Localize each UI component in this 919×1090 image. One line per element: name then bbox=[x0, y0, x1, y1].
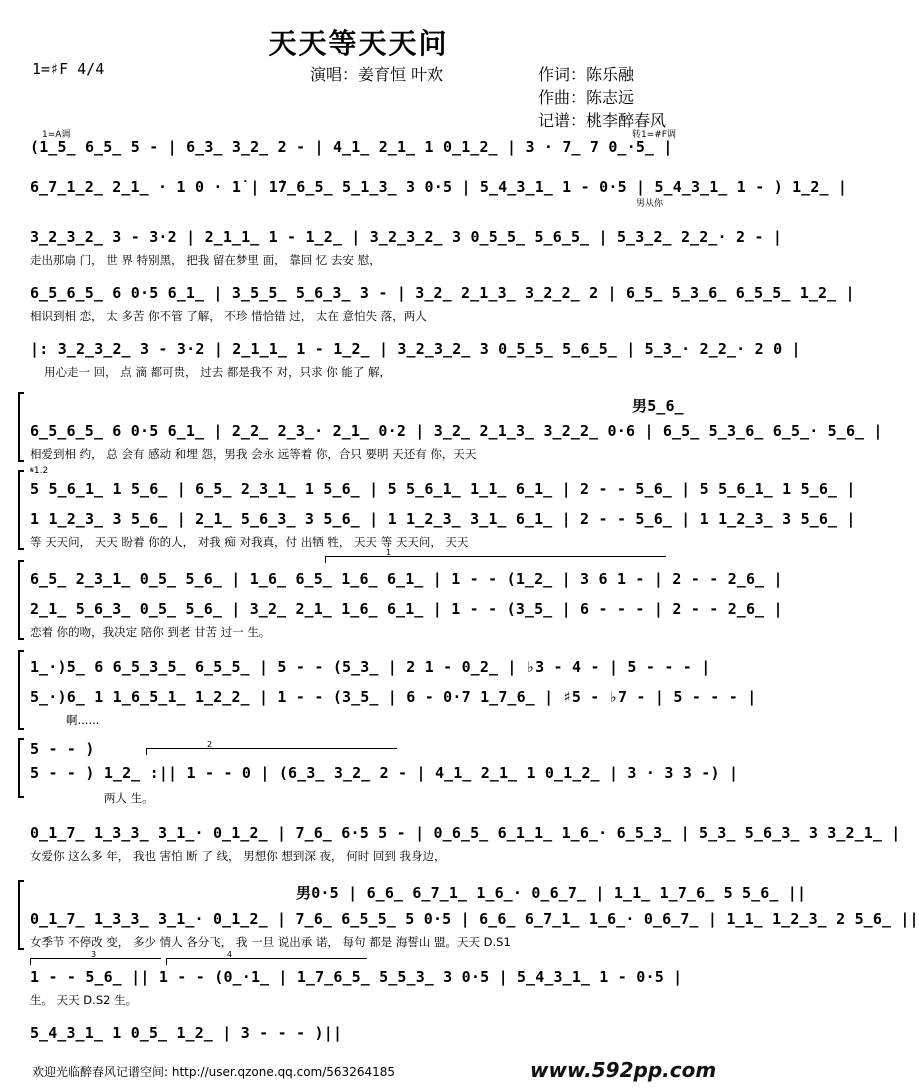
footer-credit: 欢迎光临醉春风记谱空间: http://user.qzone.qq.com/563264185 bbox=[32, 1065, 396, 1079]
score-row-18: 1 - - 5̲6̲ || 1 - - (0̲·1̲ | 1̲7̲6̲5̲ 5̲5̲3̲ 3 0·5 | 5̲4̲3̲1̲ 1 - 0·5 | bbox=[30, 968, 683, 986]
lyrics-row-6: 相爱到相 约， 总 会有 感动 和埋 怨，男我 会永 远等着 你，合只 要明 天还有 你，天天 bbox=[30, 447, 477, 461]
lyrics-row-5: 用心走一 回， 点 滴 都可贵， 过去 都是我不 对，只求 你 能了 解， bbox=[44, 365, 392, 379]
volta-bracket-3: 3 bbox=[30, 958, 161, 965]
volta-bracket-4: 4 bbox=[166, 958, 367, 965]
score-row-13: 5 - - ) bbox=[30, 740, 95, 758]
lyrics-row-17: 女季节 不停改 变， 多少 情人 各分飞， 我 一旦 说出承 诺， 每句 都是 海誓山 盟。天天 D.S1 bbox=[30, 935, 511, 949]
lyrics-row-15: 女爱你 这么多 年， 我也 害怕 断 了 线， 男想你 想到深 夜， 何时 回到 我身边， bbox=[30, 849, 446, 863]
score-row-19: 5̲4̲3̲1̲ 1 0̲5̲ 1̲2̲ | 3 - - - )|| bbox=[30, 1024, 343, 1042]
segno-mark: 𝄋1.2 bbox=[30, 466, 49, 476]
score-row-16: 男0·5 | 6̲6̲ 6̲7̲1̲ 1̲6̲· 0̲6̲7̲ | 1̲1̲ 1̲7̲6̲ 5 5̲6̲ || bbox=[296, 884, 807, 902]
singer-credit: 演唱：姜育恒 叶欢 bbox=[310, 65, 444, 84]
score-row-12: 5̲·)6̲ 1 1̲6̲5̲1̲ 1̲2̲2̲ | 1 - - (3̲5̲ | 6 - 0·7 1̲7̲6̲ | ♯5 - ♭7 - | 5 - - - | bbox=[30, 688, 757, 706]
score-row-2: 6̲7̲1̲2̲ 2̲1̲ · 1 0 · 1̇ | 1̇7̲6̲5̲ 5̲1̲3̲ 3 0·5 | 5̲4̲3̲1̲ 1 - 0·5 | 5̲4̲3̲1̲ 1 - ) 1̲2̲ | bbox=[30, 178, 848, 196]
volta-bracket-2: 2 bbox=[146, 748, 397, 755]
system-bracket-5 bbox=[18, 738, 20, 798]
score-row-11: 1̲·)5̲ 6 6̲5̲3̲5̲ 6̲5̲5̲ | 5 - - (5̲3̲ | 2 1 - 0̲2̲ | ♭3 - 4 - | 5 - - - | bbox=[30, 658, 711, 676]
system-bracket-2 bbox=[18, 470, 20, 550]
composer-credit: 作曲：陈志远 bbox=[538, 88, 635, 107]
score-row-7: 5 5̲6̲1̲ 1 5̲6̲ | 6̲5̲ 2̲3̲1̲ 1 5̲6̲ | 5 5̲6̲1̲ 1̲1̲ 6̲1̲ | 2 - - 5̲6̲ | 5 5̲6̲1̲ 1 5̲6̲ | bbox=[30, 480, 856, 498]
watermark-site: www.592pp.com bbox=[530, 1058, 717, 1082]
key-change-note: 转1=#F调 bbox=[632, 130, 676, 140]
lyrics-row-12: 啊...... bbox=[66, 713, 100, 727]
lyrics-row-8: 等 天天问， 天天 盼着 你的人， 对我 痴 对我真，付 出牺 牲， 天天 等 天天问， 天天 bbox=[30, 535, 469, 549]
key-note-a: 1=A调 bbox=[42, 130, 71, 140]
score-row-5: |: 3̲2̲3̲2̲ 3 - 3·2 | 2̲1̲1̲ 1 - 1̲2̲ | 3̲2̲3̲2̲ 3 0̲5̲5̲ 5̲6̲5̲ | 5̲3̲· 2̲2̲· 2 0 | bbox=[30, 340, 801, 358]
lyrics-row-18: 生。 天天 D.S2 生。 bbox=[30, 993, 138, 1007]
lyrics-row-3: 走出那扇 门， 世 界 特别黑， 把我 留在梦里 面， 靠回 忆 去安 慰， bbox=[30, 253, 381, 267]
lyrics-row-14: 两人 生。 bbox=[104, 791, 154, 805]
score-row-15: 0̲1̲7̲ 1̲3̲3̲ 3̲1̲· 0̲1̲2̲ | 7̲6̲ 6·5 5 - | 0̲6̲5̲ 6̲1̲1̲ 1̲6̲· 6̲5̲3̲ | 5̲3̲ 5̲6̲3̲ 3 3̲2̲1̲ | bbox=[30, 824, 901, 842]
score-row-10: 2̲1̲ 5̲6̲3̲ 0̲5̲ 5̲6̲ | 3̲2̲ 2̲1̲ 1̲6̲ 6̲1̲ | 1 - - (3̲5̲ | 6 - - - | 2 - - 2̲6̲ | bbox=[30, 600, 783, 618]
transcriber-credit: 记谱：桃李醉春风 bbox=[538, 111, 667, 130]
song-title: 天天等天天问 bbox=[268, 27, 449, 60]
lyrics-row-10: 恋着 你的吻，我决定 陪你 到老 甘苦 过一 生。 bbox=[30, 625, 271, 639]
male-part-5-6: 男5̲6̲ bbox=[632, 397, 684, 415]
key-signature: 1=♯F 4/4 bbox=[32, 60, 105, 78]
score-row-4: 6̲5̲6̲5̲ 6 0·5 6̲1̲ | 3̲5̲5̲ 5̲6̲3̲ 3 - | 3̲2̲ 2̲1̲3̲ 3̲2̲2̲ 2 | 6̲5̲ 5̲3̲6̲ 6̲5̲5̲ 1̲2̲ | bbox=[30, 284, 855, 302]
volta-bracket-1: 1 bbox=[325, 556, 666, 563]
system-bracket-6 bbox=[18, 880, 20, 950]
score-row-8: 1 1̲2̲3̲ 3 5̲6̲ | 2̲1̲ 5̲6̲3̲ 3 5̲6̲ | 1 1̲2̲3̲ 3̲1̲ 6̲1̲ | 2 - - 5̲6̲ | 1 1̲2̲3̲ 3 5̲6̲ | bbox=[30, 510, 856, 528]
lyrics-row-4: 相识到相 恋， 太 多苦 你不管 了解， 不珍 惜恰错 过， 太在 意怕失 落，两人 bbox=[30, 309, 427, 323]
system-bracket-4 bbox=[18, 650, 20, 730]
row-2-side-lyric: 男从你 bbox=[636, 199, 664, 209]
system-bracket-3 bbox=[18, 560, 20, 640]
score-row-17: 0̲1̲7̲ 1̲3̲3̲ 3̲1̲· 0̲1̲2̲ | 7̲6̲ 6̲5̲5̲ 5 0·5 | 6̲6̲ 6̲7̲1̲ 1̲6̲· 0̲6̲7̲ | 1̲1̲ 1̲2̲3̲ 2 5̲6̲ || bbox=[30, 910, 919, 928]
score-row-3: 3̲2̲3̲2̲ 3 - 3·2 | 2̲1̲1̲ 1 - 1̲2̲ | 3̲2̲3̲2̲ 3 0̲5̲5̲ 5̲6̲5̲ | 5̲3̲2̲ 2̲2̲· 2 - | bbox=[30, 228, 783, 246]
score-row-1: (1̲5̲ 6̲5̲ 5 - | 6̲3̲ 3̲2̲ 2 - | 4̲1̲ 2̲1̲ 1 0̲1̲2̲ | 3 · 7̲ 7 0̲·5̲ | bbox=[30, 138, 673, 156]
score-row-6: 6̲5̲6̲5̲ 6 0·5 6̲1̲ | 2̲2̲ 2̲3̲· 2̲1̲ 0·2 | 3̲2̲ 2̲1̲3̲ 3̲2̲2̲ 0·6 | 6̲5̲ 5̲3̲6̲ 6̲5̲· 5̲6̲ | bbox=[30, 422, 883, 440]
system-bracket-1 bbox=[18, 392, 20, 462]
lyricist-credit: 作词：陈乐融 bbox=[538, 65, 635, 84]
score-row-9: 6̲5̲ 2̲3̲1̲ 0̲5̲ 5̲6̲ | 1̲6̲ 6̲5̲ 1̲6̲ 6̲1̲ | 1 - - (1̲2̲ | 3 6 1 - | 2 - - 2̲6̲ | bbox=[30, 570, 783, 588]
score-row-14: 5 - - ) 1̲2̲ :|| 1 - - 0 | (6̲3̲ 3̲2̲ 2 - | 4̲1̲ 2̲1̲ 1 0̲1̲2̲ | 3 · 3 3 -) | bbox=[30, 764, 739, 782]
